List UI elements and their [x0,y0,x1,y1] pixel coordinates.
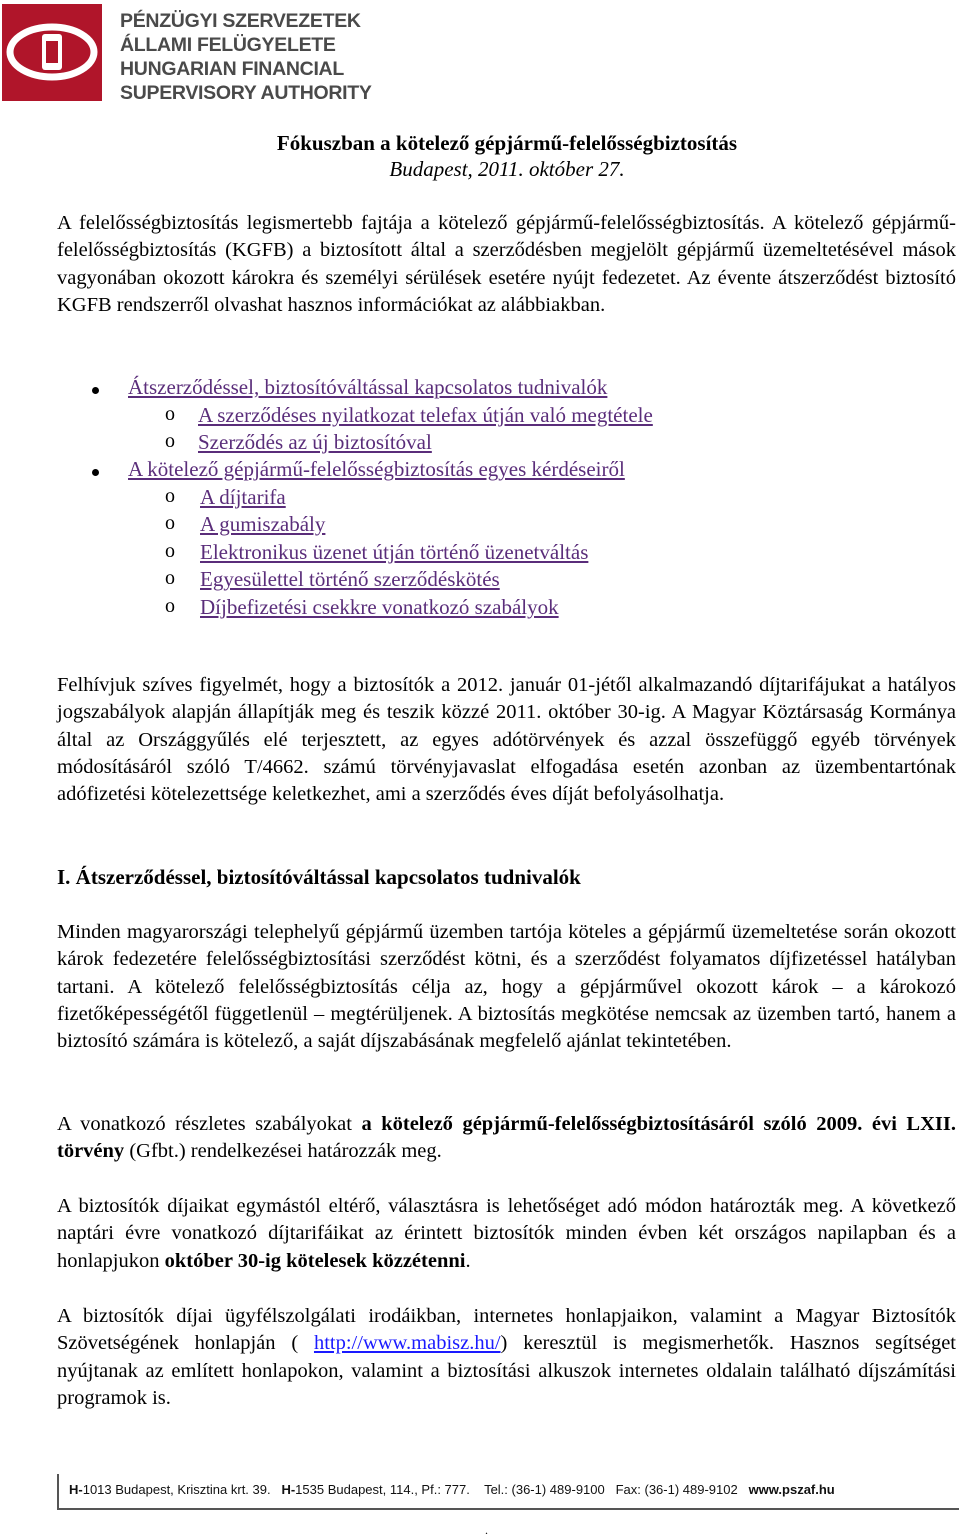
section-1-paragraph-1: Minden magyarországi telephelyű gépjármű üzemben tartója köteles a gépjármű üzemeltetése során okozott károk fedezetére felelősségbiztosítási szerződést kötni, és a szerződést folyamatos díjfizetéssel hatályban tartani. A kötelező felelősségbiztosítás célja az, hogy a gépjárművel okozott károk – a károkozó fizetőképességétől függetlenül – megtérüljenek. A biztosítás megkötése nemcsak az üzemben tartó, hanem a biztosító számára is kötelező, a saját díjszabásának megfelelő ajánlat tekintetében. [57,921,956,1053]
publication-deadline: október 30-ig kötelesek közzétenni [164,1249,466,1272]
sub-bullet-icon: o [165,485,175,507]
p3-text-c: . [465,1249,471,1272]
logo-line-1: PÉNZÜGYI SZERVEZETEK [120,10,361,32]
footer-contact-line [69,1482,835,1497]
gfbt-law-reference: a kötelező gépjármű-felelősségbiztosításáról szóló 2009. évi LXII. törvény [57,1113,956,1163]
bullet-icon [92,387,99,394]
bullet-icon [92,469,99,476]
section-1-heading: I. Átszerződéssel, biztosítóváltással kapcsolatos tudnivalók [57,865,581,889]
toc-link-atszerzodes[interactable]: Átszerződéssel, biztosítóváltással kapcsolatos tudnivalók [128,375,608,399]
intro-paragraph: A felelősségbiztosítás legismertebb fajtája a kötelező gépjármű-felelősségbiztosítás. A kötelező gépjármű-felelősségbiztosítás (KGFB) a biztosított által a szerződésben megjelölt gépjármű üzemeltetésével mások vagyonában okozott károkra és személyi sérülések esetére nyújt fedezetet. Az évente átszerződést biztosító KGFB rendszerről olvashat hasznos információkat az alábbiakban. [57,212,956,316]
toc-link-dijbefizetesi-csekk[interactable]: Díjbefizetési csekkre vonatkozó szabályok [200,595,559,619]
mabisz-link[interactable]: http://www.mabisz.hu/ [313,1332,501,1355]
sub-bullet-icon: o [165,512,175,534]
page-footer [57,1474,959,1510]
footer-fax: Fax: (36-1) 489-9102 [615,1482,738,1497]
section-1-paragraph-3 [57,1193,956,1275]
footer-telephone: Tel.: (36-1) 489-9100 [484,1482,605,1497]
section-1-paragraph-2 [57,1111,956,1166]
pszaf-logo [2,4,402,104]
footer-website: www.pszaf.hu [748,1482,835,1497]
toc-link-elektronikus-uzenet[interactable]: Elektronikus üzenet útján történő üzenetváltás [200,540,589,564]
logo-line-3: HUNGARIAN FINANCIAL [120,58,344,80]
footer-h-prefix-2: H- [281,1482,296,1497]
p4-text-c: ) keresztül is megismerhetők. Hasznos segítséget nyújtanak az említett honlapokon, valamint a biztosítási alkuszok internetes oldalain található díjszámítási programok is. [57,1332,956,1409]
section-1-paragraph-4 [57,1303,956,1412]
footer-h-prefix-1: H- [69,1482,83,1497]
toc-link-egyesulet[interactable]: Egyesülettel történő szerződéskötés [200,567,500,591]
p2-text-c: (Gfbt.) rendelkezései határozzák meg. [124,1140,442,1163]
notice-paragraph: Felhívjuk szíves figyelmét, hogy a biztosítók a 2012. január 01-jétől alkalmazandó díjtarifájukat a hatályos jogszabályok alapján állapítják meg és teszik közzé 2011. október 30-ig. A Magyar Köztársaság Kormánya által az Országgyűlés elé terjesztett, az egyes adótörvények és azzal összefüggő egyéb törvények módosításáról szóló T/4662. számú törvényjavaslat elfogadása esetén azonban az üzembentartónak adófizetési kötelezettsége keletkezhet, ami a szerződés éves díját befolyásolhatja. [57,674,956,806]
sub-bullet-icon: o [165,540,175,562]
page-mark: . [485,1523,488,1537]
sub-bullet-icon: o [165,567,175,589]
toc-link-uj-biztosito[interactable]: Szerződés az új biztosítóval [198,430,432,454]
toc-link-gumiszabaly[interactable]: A gumiszabály [200,512,326,536]
p4-text-a: A biztosítók díjai ügyfélszolgálati irodáikban, internetes honlapjaikon, valamint a Magyar Biztosítók Szövetségének honlapján ( [57,1305,956,1355]
footer-address-1: 1013 Budapest, Krisztina krt. 39. [82,1482,271,1497]
pszaf-logo-wordmark [120,9,410,105]
document-title: Fókuszban a kötelező gépjármű-felelősségbiztosítás [276,131,738,155]
footer-address-2: 1535 Budapest, 114., Pf.: 777. [295,1482,470,1497]
toc-link-telefax[interactable]: A szerződéses nyilatkozat telefax útján való megtétele [198,403,653,427]
pszaf-logo-mark-icon [2,4,102,101]
toc-link-kgfb-kerdesek[interactable]: A kötelező gépjármű-felelősségbiztosítás egyes kérdéseiről [128,457,625,481]
logo-line-4: SUPERVISORY AUTHORITY [120,82,372,104]
p3-text-a: A biztosítók díjaikat egymástól eltérő, választásra is lehetőséget adó módon határozták meg. A következő naptári évre vonatkozó díjtarifáikat az érintett biztosítók minden évben két országos napilapban és a honlapjukon [57,1195,956,1272]
p2-text-a: A vonatkozó részletes szabályokat [57,1113,362,1135]
logo-line-2: ÁLLAMI FELÜGYELETE [120,34,336,56]
sub-bullet-icon: o [165,403,175,425]
document-dateline: Budapest, 2011. október 27. [389,157,625,181]
sub-bullet-icon: o [165,595,175,617]
sub-bullet-icon: o [165,430,175,452]
toc-link-dijtarifa[interactable]: A díjtarifa [200,485,286,509]
